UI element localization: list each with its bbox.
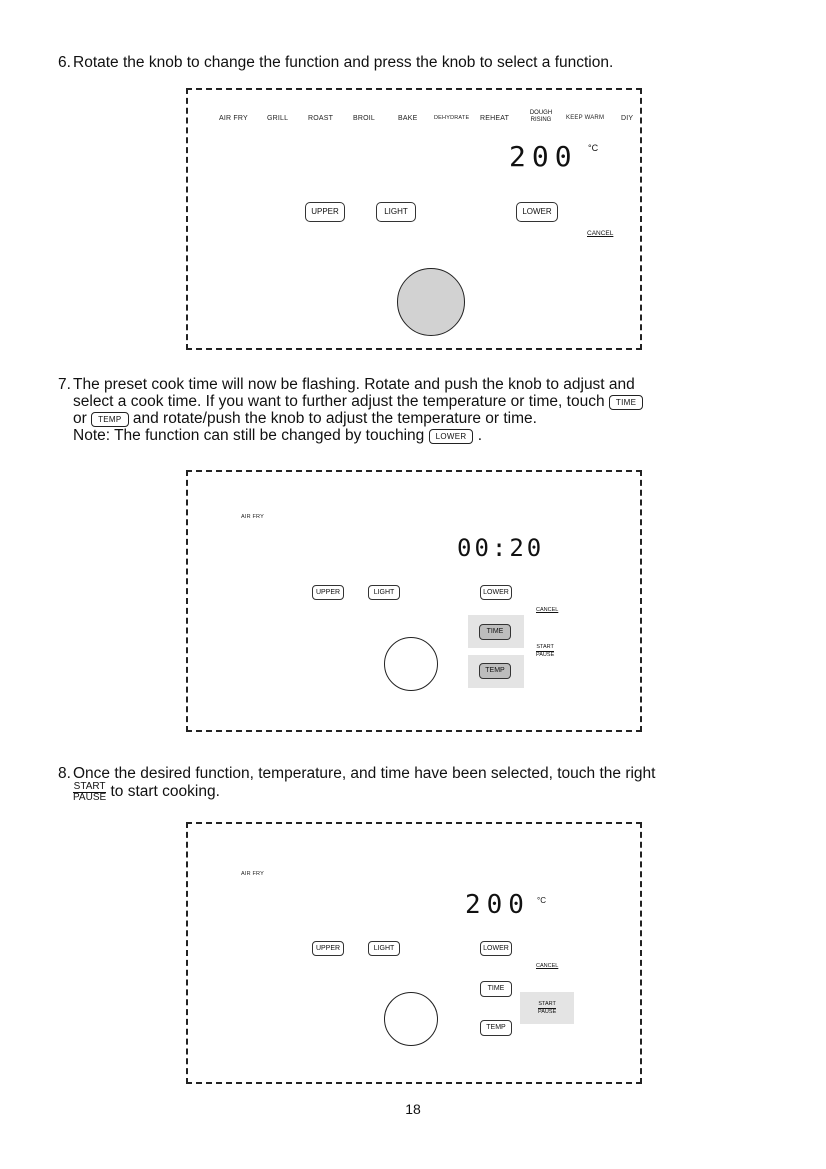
- control-knob[interactable]: [384, 992, 438, 1046]
- rising-label: RISING: [530, 117, 552, 123]
- control-knob[interactable]: [397, 268, 465, 336]
- step-text-line-3: and rotate/push the knob to adjust the temperature or time.: [132, 410, 537, 427]
- function-keep-warm[interactable]: KEEP WARM: [566, 115, 605, 121]
- lower-button-icon: LOWER: [429, 429, 474, 444]
- start-pause-button[interactable]: [538, 1001, 556, 1016]
- function-roast[interactable]: ROAST: [308, 115, 334, 122]
- lcd-display: 00:20: [457, 534, 545, 562]
- function-air-fry: AIR FRY: [241, 514, 264, 520]
- step-text-line-1: The preset cook time will now be flashing. Rotate and push the knob to adjust and: [73, 376, 635, 393]
- control-panel-function-select: [186, 88, 642, 350]
- pause-label: PAUSE: [536, 652, 555, 658]
- function-broil[interactable]: BROIL: [353, 115, 376, 122]
- start-label: START: [538, 1001, 556, 1007]
- note-text: Note: The function can still be changed by touching: [73, 427, 425, 444]
- lower-button[interactable]: LOWER: [516, 202, 558, 222]
- time-button-icon: TIME: [609, 395, 643, 410]
- function-air-fry[interactable]: AIR FRY: [219, 115, 248, 122]
- pause-label: PAUSE: [73, 792, 107, 803]
- lcd-display: 200: [509, 140, 578, 173]
- cancel-button[interactable]: CANCEL: [536, 963, 559, 969]
- temp-button[interactable]: TEMP: [479, 663, 511, 679]
- upper-button[interactable]: UPPER: [312, 941, 344, 956]
- pause-label: PAUSE: [538, 1009, 557, 1015]
- step-text-line-2: select a cook time. If you want to further adjust the temperature or time, touch: [73, 393, 605, 410]
- step-number: 8.: [58, 765, 71, 782]
- light-button[interactable]: LIGHT: [368, 941, 400, 956]
- function-grill[interactable]: GRILL: [267, 115, 289, 122]
- step-number: 6.: [58, 54, 71, 71]
- function-diy[interactable]: DIY: [621, 115, 634, 122]
- start-pause-icon: [73, 782, 106, 803]
- temperature-unit: °C: [588, 143, 599, 153]
- start-label: START: [536, 644, 554, 650]
- control-panel-start: [186, 822, 642, 1084]
- step-number: 7.: [58, 376, 71, 393]
- start-label: START: [73, 781, 106, 792]
- function-reheat[interactable]: REHEAT: [480, 115, 510, 122]
- function-dehydrate[interactable]: DEHYDRATE: [434, 115, 470, 121]
- function-air-fry: AIR FRY: [241, 871, 264, 877]
- cancel-button[interactable]: CANCEL: [587, 230, 614, 237]
- light-button[interactable]: LIGHT: [368, 585, 400, 600]
- light-button[interactable]: LIGHT: [376, 202, 416, 222]
- temperature-unit: °C: [537, 896, 546, 905]
- control-panel-time-set: [186, 470, 642, 732]
- step-7: [58, 376, 778, 444]
- function-dough-rising[interactable]: [526, 110, 556, 124]
- time-button[interactable]: TIME: [479, 624, 511, 640]
- function-bake[interactable]: BAKE: [398, 115, 418, 122]
- upper-button[interactable]: UPPER: [305, 202, 345, 222]
- control-knob[interactable]: [384, 637, 438, 691]
- dough-label: DOUGH: [529, 110, 553, 116]
- page-number: 18: [405, 1101, 421, 1117]
- note-period: .: [477, 427, 483, 444]
- step-text: Rotate the knob to change the function and press the knob to select a function.: [73, 54, 614, 71]
- step-6: [58, 54, 778, 71]
- cancel-button[interactable]: CANCEL: [536, 607, 559, 613]
- or-text: or: [73, 410, 87, 427]
- lcd-display: 200: [465, 890, 530, 920]
- lower-button[interactable]: LOWER: [480, 585, 512, 600]
- temp-button-icon: TEMP: [91, 412, 128, 427]
- time-button[interactable]: TIME: [480, 981, 512, 997]
- upper-button[interactable]: UPPER: [312, 585, 344, 600]
- temp-button[interactable]: TEMP: [480, 1020, 512, 1036]
- step-text-line-1: Once the desired function, temperature, and time have been selected, touch the right: [73, 765, 656, 782]
- step-8: [58, 765, 778, 803]
- lower-button[interactable]: LOWER: [480, 941, 512, 956]
- step-text-line-2: to start cooking.: [110, 783, 220, 800]
- start-pause-button[interactable]: [536, 644, 554, 659]
